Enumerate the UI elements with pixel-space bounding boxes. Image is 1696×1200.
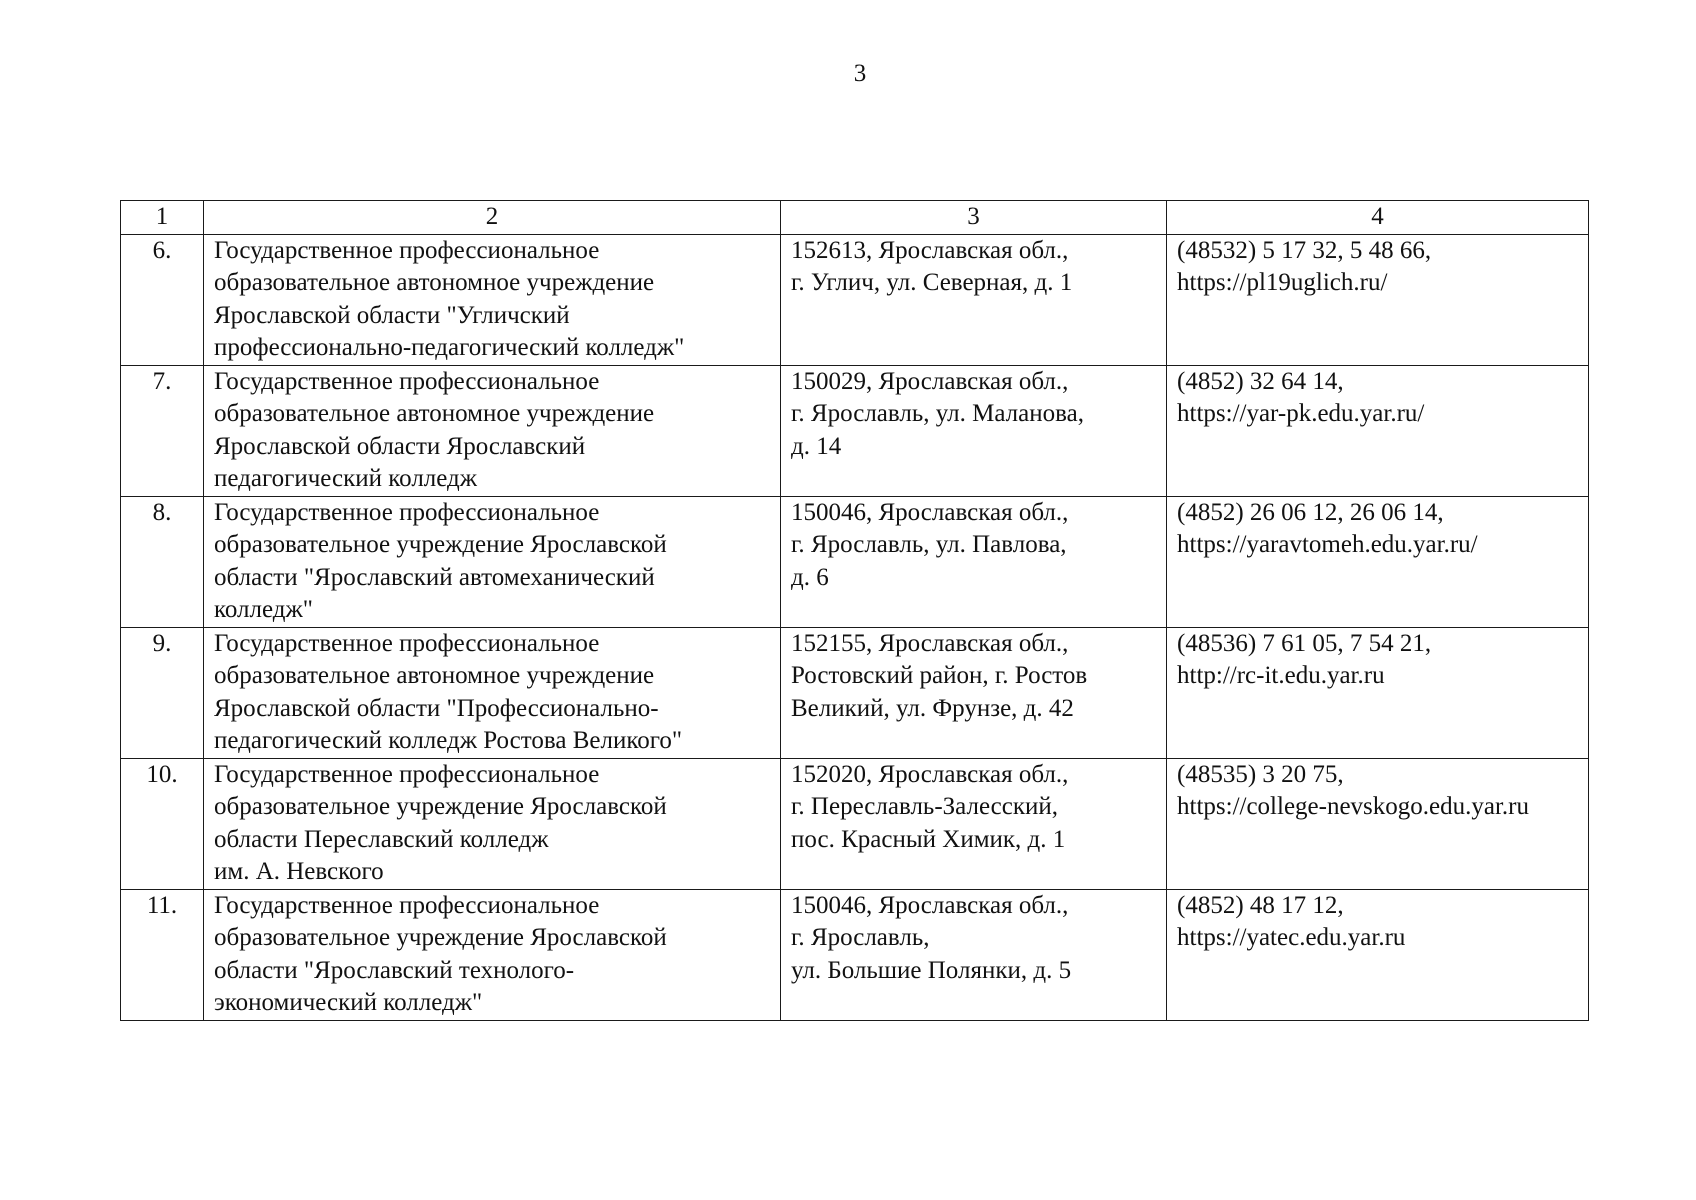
institution-contacts [1167,889,1589,1020]
website-line: https://yatec.edu.yar.ru [1177,924,1406,951]
address-line: д. 14 [791,432,842,460]
institution-name [204,889,781,1020]
institution-contacts [1167,234,1589,365]
address-line: г. Ярославль, ул. Павлова, [791,531,1067,558]
address-line: 152155, Ярославская обл., [791,629,1069,657]
institution-contacts [1167,758,1589,889]
institution-address [781,234,1167,365]
page-number: 3 [853,60,867,87]
phone-line: (4852) 48 17 12, [1177,891,1344,919]
name-line: Ярославской области "Профессионально- [214,694,659,722]
table-row [121,365,1589,496]
name-line: области "Ярославский технолого- [214,956,575,984]
website-line: http://rc-it.edu.yar.ru [1177,662,1385,689]
table-row [121,758,1589,889]
name-line: педагогический колледж Ростова Великого" [214,727,683,754]
institution-address [781,758,1167,889]
name-line: Ярославской области "Угличский [214,301,570,329]
name-line: им. А. Невского [214,858,384,885]
address-line: ул. Большие Полянки, д. 5 [791,956,1072,984]
phone-line: (48532) 5 17 32, 5 48 66, [1177,236,1432,264]
address-line: 150046, Ярославская обл., [791,498,1069,526]
institution-address [781,889,1167,1020]
row-number: 7. [121,365,204,496]
address-line: 150046, Ярославская обл., [791,891,1069,919]
address-line: 150029, Ярославская обл., [791,367,1069,395]
website-line: https://yaravtomeh.edu.yar.ru/ [1177,531,1478,558]
website-line: https://college-nevskogo.edu.yar.ru [1177,793,1530,820]
name-line: Государственное профессиональное [214,891,600,919]
address-line: г. Ярославль, ул. Маланова, [791,400,1084,427]
name-line: образовательное автономное учреждение [214,269,655,296]
column-header: 2 [204,201,781,235]
phone-line: (4852) 26 06 12, 26 06 14, [1177,498,1444,526]
name-line: экономический колледж" [214,989,483,1016]
address-line: 152020, Ярославская обл., [791,760,1069,788]
table-row [121,496,1589,627]
phone-line: (48536) 7 61 05, 7 54 21, [1177,629,1432,657]
name-line: Государственное профессиональное [214,760,600,788]
address-line: г. Углич, ул. Северная, д. 1 [791,269,1073,296]
institution-name [204,496,781,627]
address-line: Ростовский район, г. Ростов [791,662,1088,689]
name-line: Государственное профессиональное [214,236,600,264]
institution-contacts [1167,365,1589,496]
institution-name [204,627,781,758]
name-line: педагогический колледж [214,465,478,492]
name-line: профессионально-педагогический колледж" [214,334,685,361]
row-number: 11. [121,889,204,1020]
row-number: 6. [121,234,204,365]
column-header: 4 [1167,201,1589,235]
row-number: 10. [121,758,204,889]
row-number: 8. [121,496,204,627]
website-line: https://pl19uglich.ru/ [1177,269,1388,296]
table-row [121,627,1589,758]
institution-name [204,758,781,889]
phone-line: (48535) 3 20 75, [1177,760,1344,788]
column-header: 1 [121,201,204,235]
name-line: образовательное учреждение Ярославской [214,531,667,558]
address-line: г. Переславль-Залесский, [791,793,1059,820]
institutions-table [120,200,1589,1021]
name-line: Государственное профессиональное [214,498,600,526]
name-line: Государственное профессиональное [214,629,600,657]
phone-line: (4852) 32 64 14, [1177,367,1344,395]
institution-address [781,365,1167,496]
name-line: образовательное автономное учреждение [214,400,655,427]
name-line: Ярославской области Ярославский [214,432,586,460]
institution-contacts [1167,496,1589,627]
name-line: образовательное автономное учреждение [214,662,655,689]
name-line: области Переславский колледж [214,825,549,853]
name-line: образовательное учреждение Ярославской [214,924,667,951]
name-line: Государственное профессиональное [214,367,600,395]
institution-address [781,496,1167,627]
address-line: г. Ярославль, [791,924,930,951]
institution-name [204,365,781,496]
table-row [121,234,1589,365]
name-line: области "Ярославский автомеханический [214,563,655,591]
table-row [121,889,1589,1020]
institution-name [204,234,781,365]
website-line: https://yar-pk.edu.yar.ru/ [1177,400,1425,427]
address-line: д. 6 [791,563,829,591]
address-line: 152613, Ярославская обл., [791,236,1069,264]
column-header: 3 [781,201,1167,235]
table-header-row [121,201,1589,235]
row-number: 9. [121,627,204,758]
name-line: образовательное учреждение Ярославской [214,793,667,820]
institution-address [781,627,1167,758]
name-line: колледж" [214,596,313,623]
institution-contacts [1167,627,1589,758]
address-line: пос. Красный Химик, д. 1 [791,825,1066,853]
address-line: Великий, ул. Фрунзе, д. 42 [791,694,1074,722]
